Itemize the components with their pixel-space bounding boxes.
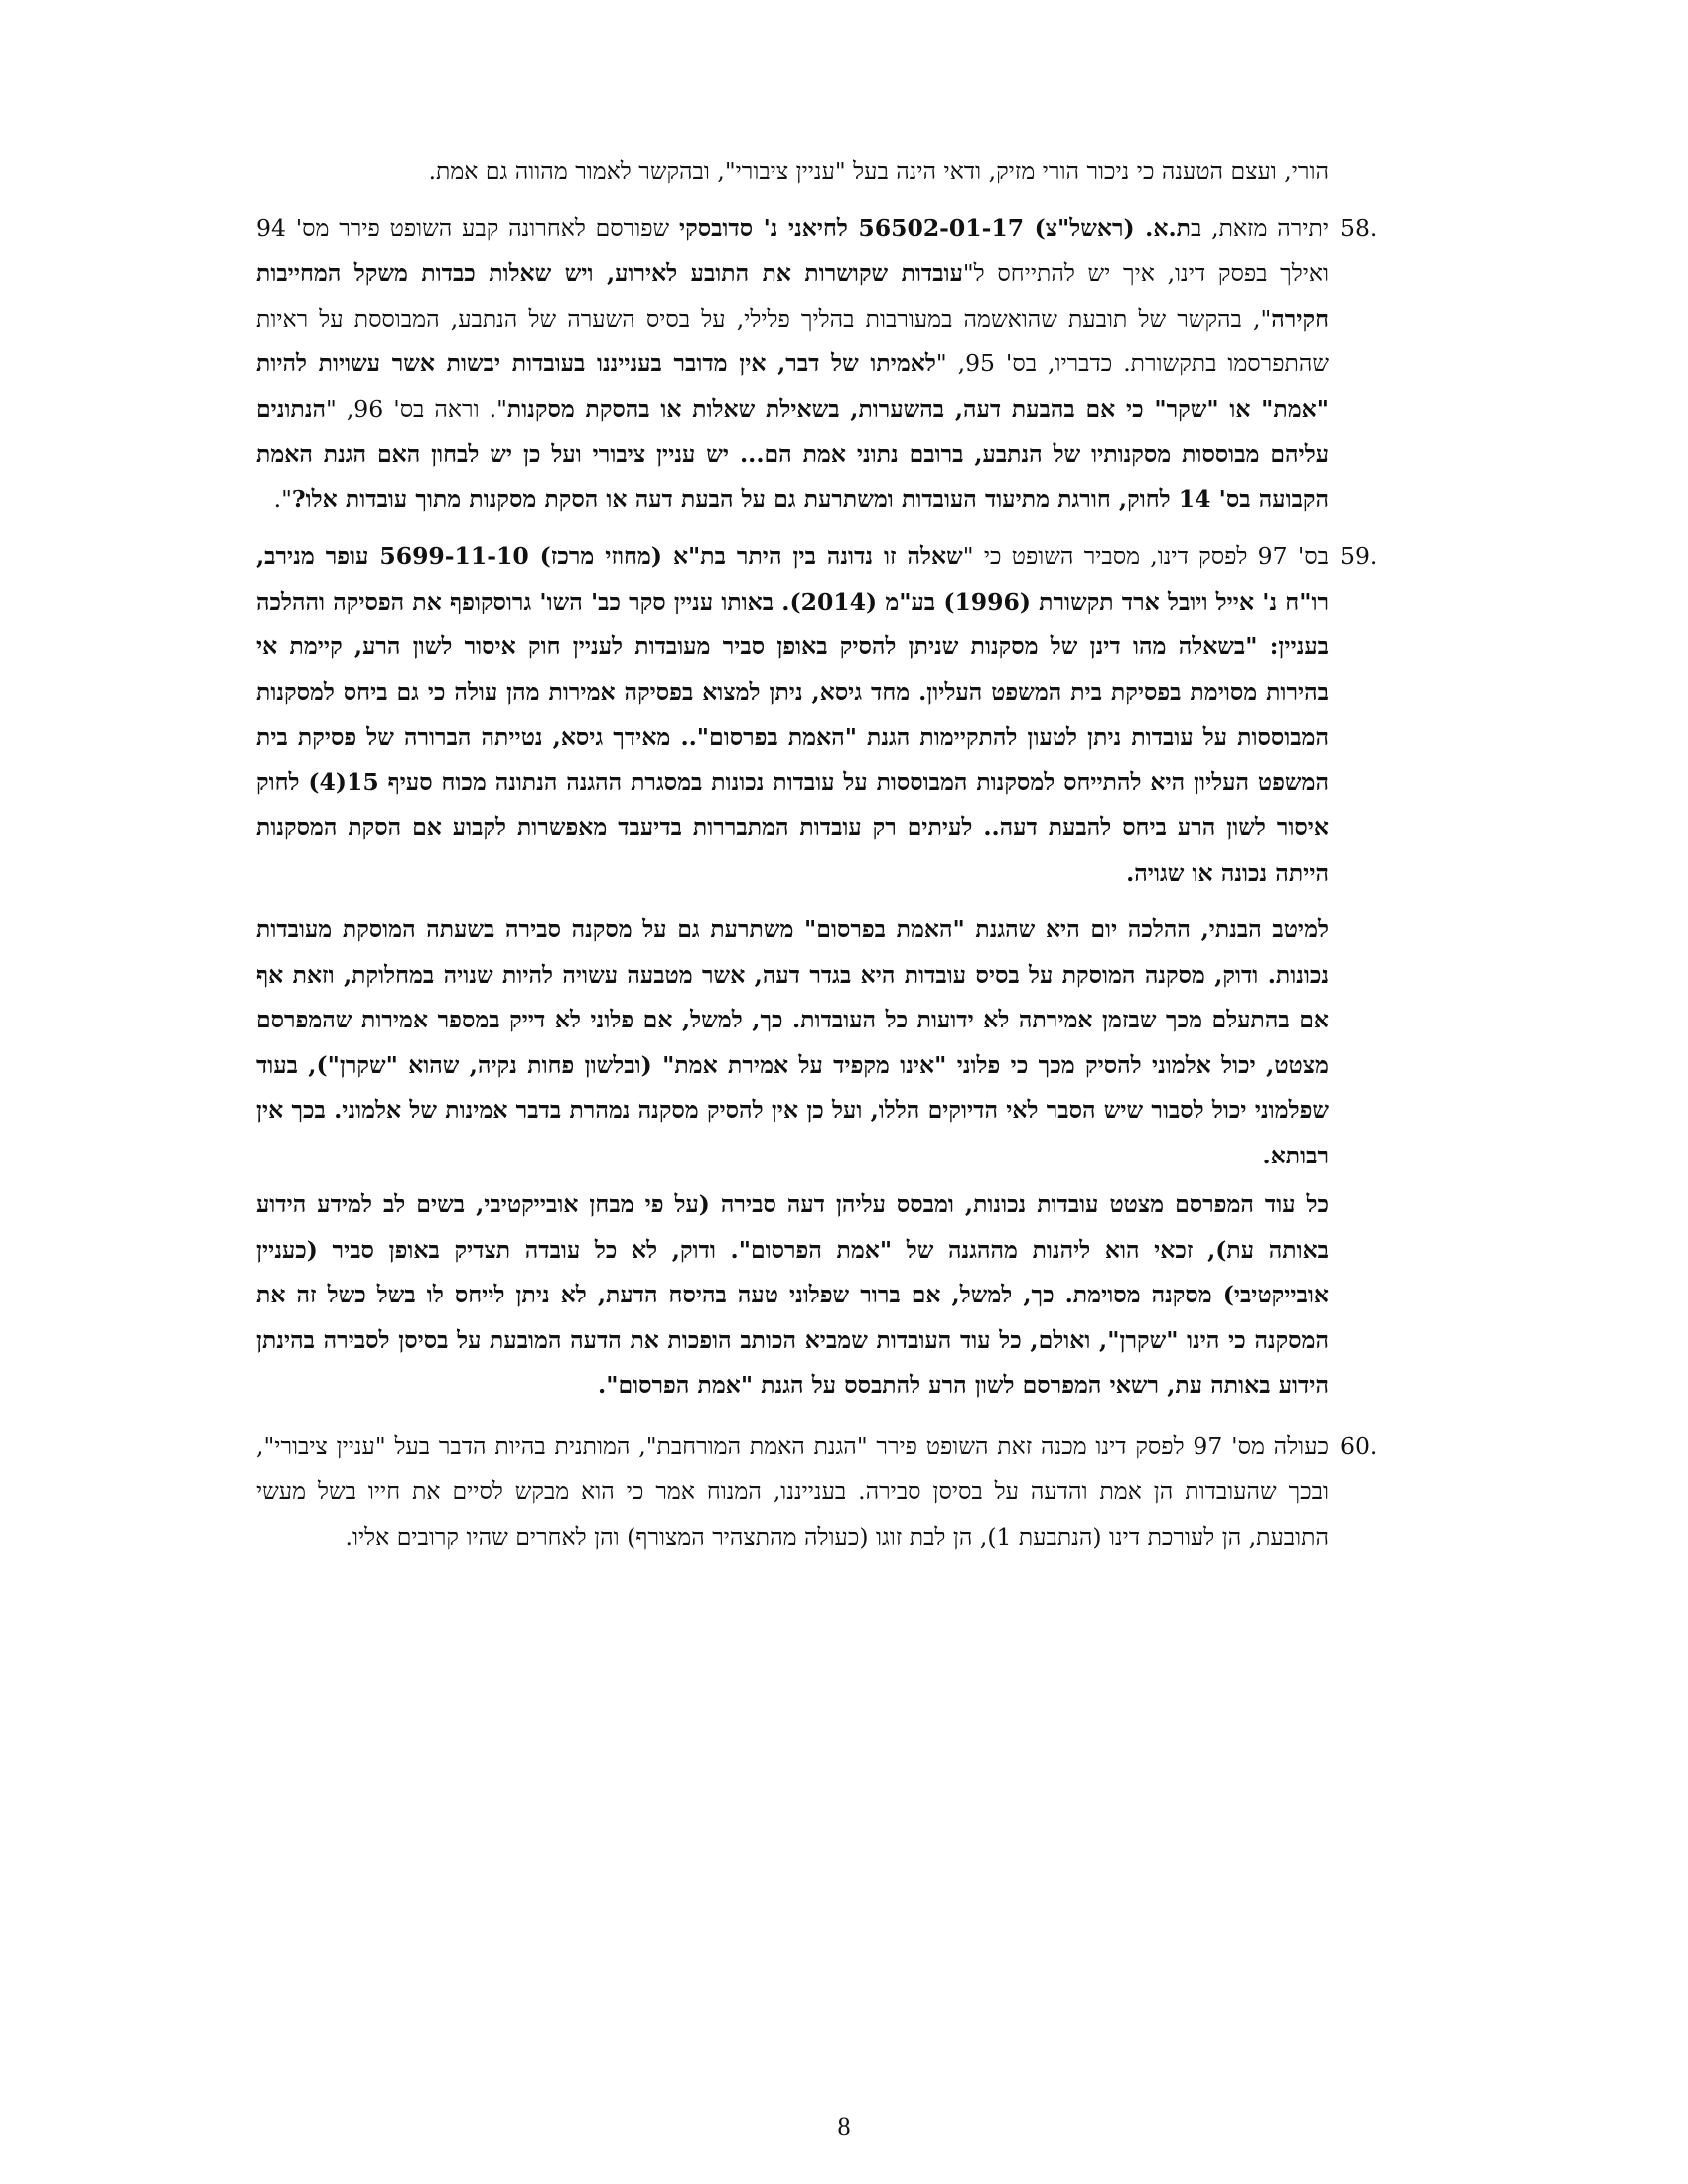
paragraph-text: כעולה מס' 97 לפסק דינו מכנה זאת השופט פירר "הגנת האמת המורחבת", המותנית בהיות הדבר בעל "עניין ציבורי", ובכך שהעובדות הן אמת והדעה על בסיסן סבירה. בענייננו, המנוח אמר כי הוא מבקש לסיים את חייו בשל מעשי התובעת, הן לעורכת דינו (הנתבעת 1), הן לבת זוגו (כעולה מהתצהיר המצורף) והן לאחרים שהיו קרובים אליו. <box>256 1432 1329 1551</box>
paragraph-60 <box>256 1425 1378 1561</box>
paragraph-text: בס' 97 לפסק דינו, מסביר השופט כי "שאלה זו נדונה בין היתר בת"א (מחוזי מרכז) 5699-11-10 עופר מנירב, רו"ח נ' אייל ויובל ארד תקשורת (1996) בע"מ (2014). באותו עניין סקר כב' השו' גרוסקופף את הפסיקה וההלכה בעניין: "בשאלה מהו דינן של מסקנות שניתן להסיק באופן סביר מעובדות לעניין חוק איסור לשון הרע, קיימת אי בהירות מסוימת בפסיקת בית המשפט העליון. מחד גיסא, ניתן למצוא בפסיקה אמירות מהן עולה כי גם ביחס למסקנות המבוססות על עובדות ניתן לטעון להתקיימות הגנת "האמת בפרסום".. מאידך גיסא, נטייתה הברורה של פסיקת בית המשפט העליון היא להתייחס למסקנות המבוססות על עובדות נכונות במסגרת ההגנה הנתונה מכוח סעיף 15(4) לחוק איסור לשון הרע ביחס להבעת דעה.. לעיתים רק עובדות המתבררות בדיעבד מאפשרות לקבוע אם הסקת המסקנות הייתה נכונה או שגויה. <box>256 542 1330 887</box>
paragraph-text: יתירה מזאת, בת.א. (ראשל"צ) 56502-01-17 לחיאני נ' סדובסקי שפורסם לאחרונה קבע השופט פירר מס' 94 ואילך בפסק דינו, איך יש להתייחס ל"עובדות שקושרות את התובע לאירוע, ויש שאלות כבדות משקל המחייבות חקירה", בהקשר של תובעת שהואשמה במעורבות בהליך פלילי, על בסיס השערה של הנתבע, המבוססת על ראיות שהתפרסמו בתקשורת. כדבריו, בס' 95, "לאמיתו של דבר, אין מדובר בענייננו בעובדות יבשות אשר עשויות להיות "אמת" או "שקר" כי אם בהבעת דעה, בהשערות, בשאילת שאלות או בהסקת מסקנות". וראה בס' 96, "הנתונים עליהם מבוססות מסקנותיו של הנתבע, ברובם נתוני אמת הם... יש עניין ציבורי ועל כן יש לבחון האם הגנת האמת הקבועה בס' 14 לחוק, חורגת מתיעוד העובדות ומשתרעת גם על הבעת דעה או הסקת מסקנות מתוך עובדות אלו?". <box>256 213 1329 513</box>
paragraph-number: 60. <box>1340 1432 1378 1460</box>
paragraph-58 <box>256 206 1378 523</box>
paragraph-number: 59. <box>1340 542 1378 570</box>
quote-block-1: למיטב הבנתי, ההלכה יום היא שהגנת "האמת בפרסום" משתרעת גם על מסקנה סבירה בשעתה המוסקת מעובדות נכונות. ודוק, מסקנה המוסקת על בסיס עובדות היא בגדר דעה, אשר מטבעה עשויה להיות שנויה במחלוקת, וזאת אף אם בהתעלם מכך שבזמן אמירתה לא ידועות כל העובדות. כך, למשל, אם פלוני לא דייק במספר אמירות שהמפרסם מצטט, יכול אלמוני להסיק מכך כי פלוני "אינו מקפיד על אמירת אמת" (ובלשון פחות נקיה, שהוא "שקרן"), בעוד שפלמוני יכול לסבור שיש הסבר לאי הדיוקים הללו, ועל כן אין להסיק מסקנה נמהרת בדבר אמינות של אלמוני. בכך אין רבותא. <box>256 915 1329 1169</box>
continued-paragraph: הורי, ועצם הטענה כי ניכור הורי מזיק, ודאי הינה בעל "עניין ציבורי", ובהקשר לאמור מהווה גם אמת. <box>428 157 1329 185</box>
quote-block-2: כל עוד המפרסם מצטט עובדות נכונות, ומבסס עליהן דעה סבירה (על פי מבחן אובייקטיבי, בשים לב למידע הידוע באותה עת), זכאי הוא ליהנות מההגנה של "אמת הפרסום". ודוק, לא כל עובדה תצדיק באופן סביר (כעניין אובייקטיבי) מסקנה מסוימת. כך, למשל, אם ברור שפלוני טעה בהיסח הדעת, לא ניתן לייחס לו בשל כשל זה את המסקנה כי הינו "שקרן", ואולם, כל עוד העובדות שמביא הכותב הופכות את הדעה המובעת על בסיסן לסבירה בהינתן הידוע באותה עת, רשאי המפרסם לשון הרע להתבסס על הגנת "אמת הפרסום". <box>256 1190 1329 1399</box>
page-number: 8 <box>837 2113 851 2141</box>
paragraph-59 <box>256 534 1378 895</box>
paragraph-number: 58. <box>1340 213 1378 242</box>
document-body <box>256 149 1378 1571</box>
